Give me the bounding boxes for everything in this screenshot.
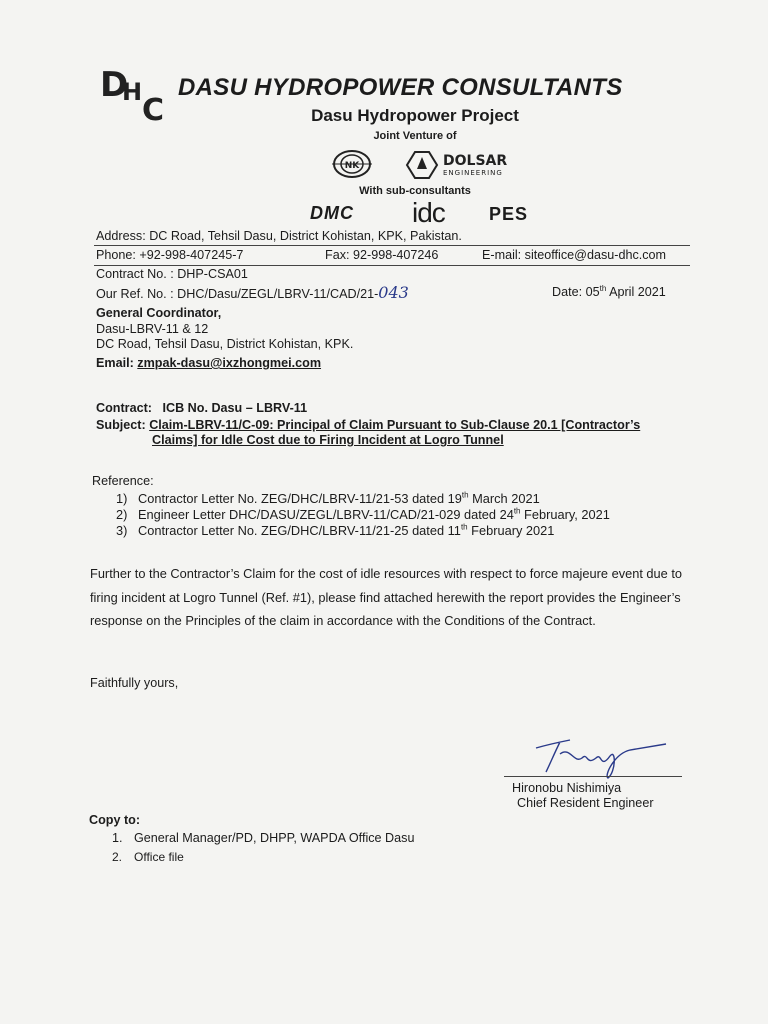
- phone-line: Phone: +92-998-407245-7: [96, 248, 244, 262]
- dhc-logo-c: C: [142, 93, 165, 124]
- dhc-logo-h: H: [122, 78, 143, 106]
- address-line: Address: DC Road, Tehsil Dasu, District Kohistan, KPK, Pakistan.: [96, 229, 462, 243]
- idc-logo: idc: [412, 197, 445, 228]
- signature-image: [530, 736, 670, 780]
- our-reference-text: Our Ref. No. : DHC/Dasu/ZEGL/LBRV-11/CAD/21-: [96, 287, 379, 301]
- reference-item-text: Contractor Letter No. ZEG/DHC/LBRV-11/21-25 dated 11: [138, 523, 461, 538]
- signature-line: [504, 776, 682, 777]
- sub-consultants-label: With sub-consultants: [359, 185, 471, 197]
- copy-to-label: Copy to:: [89, 813, 141, 827]
- dhc-logo-d: D: [100, 65, 129, 105]
- subject-text-1: Claim-LBRV-11/C-09: Principal of Claim Pursuant to Sub-Clause 20.1 [Contractor’s: [149, 418, 641, 432]
- copy-to-item-1: [112, 831, 414, 845]
- letter-date: [552, 285, 666, 299]
- closing: Faithfully yours,: [90, 676, 179, 690]
- copy-to-item-2: [112, 850, 184, 864]
- reference-label: Reference:: [92, 474, 154, 488]
- project-name: Dasu Hydropower Project: [311, 106, 519, 125]
- divider-contact: [94, 265, 690, 266]
- dolsar-logo-subtext: ENGINEERING: [443, 169, 503, 177]
- contract-line: [96, 401, 307, 415]
- reference-item-sup: th: [513, 506, 521, 516]
- recipient-email-label: Email:: [96, 356, 138, 370]
- dmc-logo: DMC: [310, 203, 354, 223]
- contract-value: ICB No. Dasu – LBRV-11: [162, 401, 308, 415]
- reference-item-3: [116, 523, 554, 538]
- dolsar-logo: [405, 149, 515, 181]
- joint-venture-label: Joint Venture of: [373, 130, 457, 142]
- reference-item-text: Engineer Letter DHC/DASU/ZEGL/LBRV-11/CAD/21-029 dated 24: [138, 507, 514, 522]
- dolsar-logo-text: DOLSAR: [443, 153, 508, 169]
- reference-item-sup: th: [461, 490, 469, 500]
- email-header-link[interactable]: E-mail: siteoffice@dasu-dhc.com: [482, 248, 667, 262]
- copy-to-item-number: 2.: [112, 850, 123, 864]
- copy-to-item-text: Office file: [134, 850, 184, 864]
- date-suffix: April 2021: [606, 285, 666, 299]
- divider-address: [94, 245, 690, 246]
- subject-label: Subject:: [96, 418, 150, 432]
- nk-logo: [332, 148, 372, 180]
- reference-item-tail: March 2021: [468, 491, 540, 506]
- recipient-line-1: Dasu-LBRV-11 & 12: [96, 322, 209, 336]
- reference-item-2: [116, 507, 610, 522]
- our-reference-handwritten: 043: [378, 283, 409, 302]
- reference-item-number: 1): [116, 491, 128, 506]
- recipient-email: [96, 356, 321, 370]
- company-name: DASU HYDROPOWER CONSULTANTS: [178, 74, 623, 101]
- contract-number: Contract No. : DHP-CSA01: [96, 267, 248, 281]
- copy-to-item-text: General Manager/PD, DHPP, WAPDA Office Dasu: [134, 831, 415, 845]
- reference-item-tail: February 2021: [467, 523, 555, 538]
- recipient-email-link[interactable]: zmpak-dasu@ixzhongmei.com: [137, 356, 322, 370]
- subject-line-1: [96, 418, 640, 432]
- reference-item-number: 2): [116, 507, 128, 522]
- reference-item-sup: th: [460, 522, 468, 532]
- date-prefix: Date: 05: [552, 285, 600, 299]
- signatory-name: Hironobu Nishimiya: [512, 781, 622, 795]
- nk-logo-text: NK: [344, 161, 360, 171]
- date-suffix-sup: th: [599, 283, 607, 293]
- reference-item-tail: February, 2021: [520, 507, 610, 522]
- recipient-line-2: DC Road, Tehsil Dasu, District Kohistan, KPK.: [96, 337, 354, 351]
- contract-label: Contract:: [96, 401, 152, 415]
- fax-line: Fax: 92-998-407246: [325, 248, 439, 262]
- body-paragraph: Further to the Contractor’s Claim for the cost of idle resources with respect to force majeure event due to firing incident at Logro Tunnel (Ref. #1), please find attached herewith the report provides the Engineer’s response on the Principles of the claim in accordance with the Conditions of the Contract.: [90, 566, 683, 628]
- pes-logo: PES: [489, 204, 529, 224]
- signatory-title: Chief Resident Engineer: [517, 796, 654, 810]
- reference-item-text: Contractor Letter No. ZEG/DHC/LBRV-11/21-53 dated 19: [138, 491, 462, 506]
- reference-item-1: [116, 491, 540, 506]
- copy-to-item-number: 1.: [112, 831, 123, 845]
- our-reference: [96, 283, 409, 302]
- reference-item-number: 3): [116, 523, 128, 538]
- recipient-title: General Coordinator,: [96, 306, 222, 320]
- subject-text-2: Claims] for Idle Cost due to Firing Incident at Logro Tunnel: [152, 433, 504, 447]
